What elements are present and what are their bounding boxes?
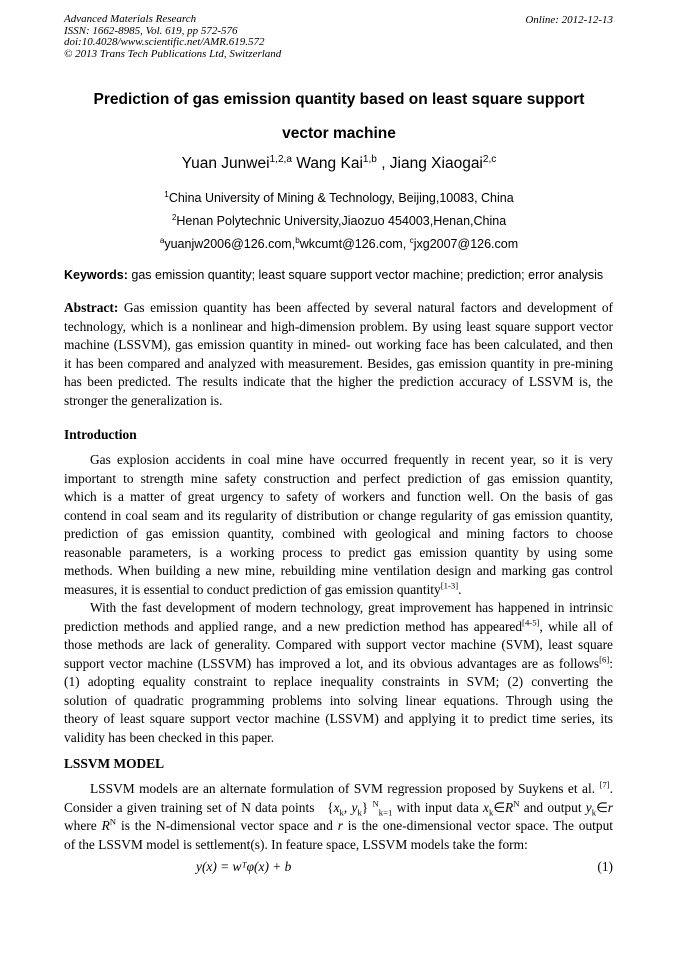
text-segment: x [483, 799, 489, 815]
text-segment: : [609, 655, 613, 671]
text-segment: , [343, 799, 352, 815]
text-line [64, 318, 613, 337]
text-segment: and output [519, 799, 586, 815]
text-segment: is the N-dimensional vector space and [116, 818, 338, 833]
text-segment: ∈ [493, 799, 506, 815]
author-sup: 1,2,a [269, 153, 292, 165]
text-segment: is the one-dimensional vector space. The output [342, 818, 613, 833]
issn: ISSN: 1662-8985, Vol. 619, pp 572-576 [64, 24, 238, 37]
doi: doi:10.4028/www.scientific.net/AMR.619.572 [64, 36, 265, 48]
author-name: , Jiang Xiaogai [376, 155, 483, 172]
text-segment: , while all of [539, 618, 613, 634]
introduction-heading: Introduction [64, 427, 137, 442]
text-segment: y [585, 799, 592, 815]
text-segment: of the LSSVM model is settlement(s). In feature space, LSSVM models take the form: [64, 836, 528, 852]
text-line [64, 488, 613, 507]
paper-title-line-1: Prediction of gas emission quantity based on least square support [93, 91, 585, 108]
text-segment: r [337, 818, 343, 833]
author-sup: 1,b [362, 153, 377, 165]
superscript: [4-5] [522, 617, 540, 628]
text-segment: where [64, 818, 102, 833]
text-segment: x [333, 799, 340, 815]
text-segment: stronger the generalization is. [64, 392, 223, 408]
abstract-label: Abstract: [64, 300, 119, 315]
text-segment: (1) adopting equality constraint to replace inequality constraints in SVM; (2) converting the [64, 674, 613, 689]
authors [0, 155, 678, 173]
text-line [64, 470, 613, 489]
text-segment: technology, which is a nonlinear and high-dimension problem. By using least square support vector [64, 318, 613, 334]
text-segment: Gas explosion accidents in coal mine have occurred frequently in recent year, so it is very [90, 452, 613, 467]
text-line [64, 799, 613, 818]
affiliation-1 [0, 191, 678, 205]
equation-1: y(x) = wᵀφ(x) + b [196, 859, 292, 874]
subscript: k [488, 807, 494, 818]
author-sup: 2,c [482, 153, 497, 165]
text-segment: contend in coal seam and its regularity of distribution or change regularity of gas emission quantity, [64, 507, 613, 523]
abstract [64, 299, 613, 410]
text-line [64, 562, 613, 581]
text-line [64, 373, 613, 392]
text-segment: Consider a given training set of N data points { [64, 799, 334, 815]
text-segment: solution of quadratic programming problems into solving linear equations. Through using the [64, 692, 613, 708]
superscript: [7] [599, 779, 610, 790]
text-segment: support vector machine (LSSVM) has improved a lot, and its obvious advantages are as follows [64, 655, 600, 671]
superscript: N [513, 798, 520, 809]
text-line [64, 636, 613, 655]
emails [0, 237, 678, 251]
text-segment: with input data [392, 799, 484, 815]
text-segment: } [361, 799, 373, 815]
text-line [64, 655, 613, 674]
text-line [64, 544, 613, 563]
online-date: Online: 2012-12-13 [525, 14, 613, 26]
text-segment: methods. When building a new mine, rebuilding mine ventilation design and marking gas control [64, 563, 613, 578]
superscript: N [109, 816, 117, 827]
text-line [64, 618, 613, 637]
text-segment: Gas emission quantity has been affected by several natural factors and development of [118, 300, 613, 315]
text-line [64, 710, 613, 729]
text-segment: R [505, 799, 514, 815]
affiliation-sup: 2 [171, 212, 177, 222]
superscript: [6] [599, 654, 610, 665]
keywords-text: gas emission quantity; least square support vector machine; prediction; error analysis [127, 268, 604, 282]
superscript: N [372, 798, 379, 809]
text-segment: it has been compared and analyzed with measurement. Besides, gas emission quantity in pre-mining [64, 355, 613, 371]
text-segment: theory of least square support vector machine (LSSVM) and applying it to predict time series, its [64, 711, 613, 726]
author-name: Yuan Junwei [181, 155, 270, 172]
email: wkcumt@126.com, [299, 237, 410, 251]
text-segment: measures, it is essential to conduct prediction of gas emission quantity [64, 581, 441, 597]
text-line [64, 507, 613, 526]
text-segment: important to strength mine safety construction and perfect prediction of gas emission quantity, [64, 470, 613, 486]
text-segment: validity has been checked in this paper. [64, 729, 275, 745]
introduction-paragraph-1 [64, 451, 613, 599]
journal-header [64, 14, 281, 60]
subscript: k=1 [378, 807, 393, 818]
text-segment: r [607, 799, 613, 815]
text-line [64, 817, 613, 836]
text-line [64, 673, 613, 692]
text-line [64, 355, 613, 374]
subscript: k [339, 807, 344, 818]
text-segment: y [351, 799, 358, 815]
text-segment: machine (LSSVM), gas emission quantity in mined- out working face has been calculated, and then [64, 337, 613, 352]
lssvm-heading: LSSVM MODEL [64, 756, 165, 771]
text-segment: . [458, 581, 462, 597]
introduction-paragraph-2 [64, 599, 613, 747]
keywords [64, 268, 603, 282]
text-segment: which is a matter of great urgency to safety of workers and function well. On the basis of gas [64, 489, 613, 504]
text-line [64, 451, 613, 470]
text-line [64, 599, 613, 618]
subscript: k [591, 807, 597, 818]
text-line [64, 392, 613, 411]
text-line [64, 336, 613, 355]
affiliation-text: Henan Polytechnic University,Jiaozuo 454003,Henan,China [176, 214, 507, 228]
copyright: © 2013 Trans Tech Publications Ltd, Switzerland [64, 47, 282, 60]
affiliation-sup: 1 [164, 189, 169, 199]
superscript: [1-3] [440, 580, 459, 591]
affiliation-text: China University of Mining & Technology, Beijing,10083, China [168, 191, 514, 205]
text-segment: LSSVM models are an alternate formulation of SVM regression proposed by Suykens et al. [90, 781, 600, 796]
text-line [64, 780, 613, 799]
journal-name: Advanced Materials Research [64, 13, 197, 25]
subscript: k [357, 807, 362, 818]
text-line [64, 581, 613, 600]
text-segment: prediction of gas emission quantity, combined with geological and mining factors to choose [64, 526, 613, 541]
text-segment: R [101, 818, 110, 833]
email-sup: b [295, 235, 300, 245]
email: yuanjw2006@126.com, [164, 237, 296, 251]
email-sup: a [159, 235, 165, 245]
affiliation-2 [0, 214, 678, 228]
text-line [64, 525, 613, 544]
keywords-label: Keywords: [64, 268, 128, 282]
text-segment: prediction methods and applied range, and a new prediction method has appeared [64, 618, 523, 634]
email: jxg2007@126.com [413, 237, 519, 251]
text-line [64, 836, 613, 855]
paper-title-line-2: vector machine [282, 125, 396, 142]
text-segment: ∈ [596, 799, 608, 815]
lssvm-paragraph [64, 780, 613, 854]
text-line [64, 729, 613, 748]
author-name: Wang Kai [291, 155, 363, 172]
text-segment: With the fast development of modern technology, great improvement has happened in intrinsic [90, 600, 613, 615]
equation-number: (1) [597, 859, 613, 874]
text-line [64, 299, 613, 318]
text-line [64, 692, 613, 711]
email-sup: c [409, 235, 414, 245]
text-segment: those methods are lack of generality. Compared with support vector machine (SVM), least square [64, 637, 613, 652]
text-segment: reasonable parameters, is a working process to predict gas emission quantity by using some [64, 544, 613, 560]
text-segment: has been predicted. The results indicate that the higher the prediction accuracy of LSSVM is, the [64, 374, 613, 389]
text-segment: . [609, 781, 613, 796]
